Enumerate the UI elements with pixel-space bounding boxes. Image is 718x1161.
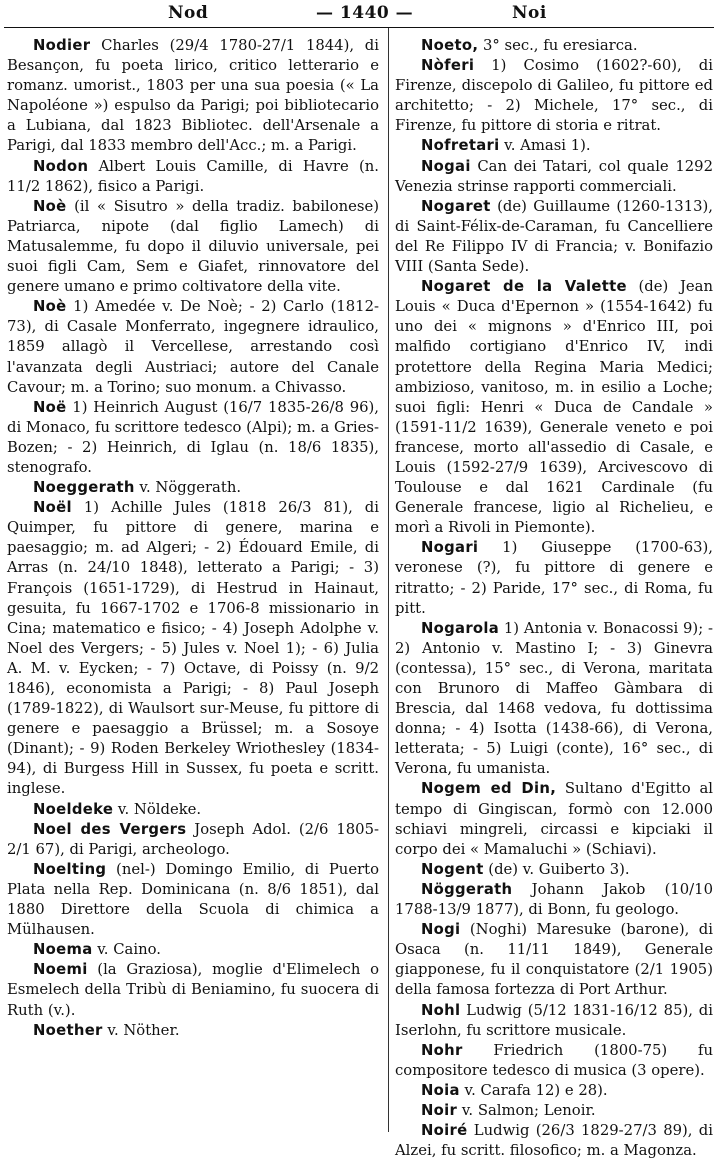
dictionary-entry bbox=[395, 136, 713, 156]
entry-headword: Nogem ed Din, bbox=[421, 780, 557, 798]
dictionary-entry bbox=[395, 920, 713, 1000]
entry-headword: Nöggerath bbox=[421, 880, 513, 898]
dictionary-entry bbox=[7, 800, 379, 820]
entry-text: v. Nöggerath. bbox=[134, 479, 242, 497]
right-column bbox=[395, 36, 713, 1161]
dictionary-entry bbox=[7, 478, 379, 498]
dictionary-entry bbox=[395, 1001, 713, 1041]
dictionary-entry bbox=[395, 860, 713, 880]
entry-headword: Nòferi bbox=[421, 57, 475, 75]
entry-text: v. Salmon; Lenoir. bbox=[457, 1101, 596, 1119]
entry-headword: Nogari bbox=[421, 539, 479, 557]
entry-text: v. Nöther. bbox=[102, 1021, 180, 1039]
dictionary-entry bbox=[7, 940, 379, 960]
entry-text: (il « Sisutro » della tradiz. babilonese) Patriarca, nipote (dal figlio Lamech) di Matusalemme, fu dopo il diluvio universale, pei suoi figli Cam, Sem e Giafet, rinnovatore del genere umano e primo coltivatore della vite. bbox=[7, 197, 379, 296]
dictionary-entry bbox=[395, 277, 713, 538]
dictionary-entry bbox=[7, 297, 379, 397]
dictionary-entry bbox=[7, 498, 379, 799]
dictionary-entry bbox=[395, 197, 713, 277]
entry-headword: Nofretari bbox=[421, 137, 500, 155]
entry-text: 1) Antonia v. Bonacossi 9); - 2) Antonio v. Mastino I; - 3) Ginevra (contessa), 15° sec., di Verona, maritata con Brunoro di Maffeo Gàmbara di Brescia, dal 1468 vedova, fu dottissima donna; - 4) Isotta (1438-66), di Verona, letterata; - 5) Luigi (conte), 16° sec., di Verona, fu umanista. bbox=[395, 619, 713, 778]
header-left-word: Nod bbox=[168, 3, 209, 23]
entry-text: 1) Achille Jules (1818 26/3 81), di Quimper, fu pittore di genere, marina e paesaggio; m. ad Algeri; - 2) Édouard Emile, di Arras (n. 24/10 1848), letterato a Parigi; - 3) François (1651-1729), di Hestrud in Hainaut, gesuita, fu 1667-1702 e 1706-8 missionario in Cina; matematico e fisico; - 4) Joseph Adolphe v. Noel des Vergers; - 5) Jules v. Noel 1); - 6) Julia A. M. v. Eycken; - 7) Octave, di Poissy (n. 9/2 1846), economista a Parigi; - 8) Paul Joseph (1789-1822), di Waulsort sur-Meuse, fu pittore di genere e paesaggio a Brüssel; m. a Sosoye (Dinant); - 9) Roden Berkeley Wriothesley (1834-94), di Burgess Hill in Sussex, fu poeta e scritt. inglese. bbox=[7, 499, 379, 798]
entry-headword: Nodon bbox=[33, 157, 89, 175]
entry-headword: Nogarola bbox=[421, 619, 500, 637]
entry-text: Joseph Adol. (2/6 1805-2/1 67), di Parigi, archeologo. bbox=[7, 820, 379, 858]
entry-headword: Noel des Vergers bbox=[33, 820, 187, 838]
dictionary-entry bbox=[7, 197, 379, 297]
dictionary-entry bbox=[395, 157, 713, 197]
entry-headword: Noël bbox=[33, 499, 72, 517]
entry-text: Ludwig (5/12 1831-16/12 85), di Iserlohn, fu scrittore musicale. bbox=[395, 1001, 713, 1039]
entry-text: (nel-) Domingo Emilio, di Puerto Plata nella Rep. Dominicana (n. 8/6 1851), dal 1880 Direttore della Scuola di chimica a Mülhausen. bbox=[7, 860, 379, 939]
entry-text: v. Caino. bbox=[92, 941, 161, 959]
header-right-word: Noi bbox=[512, 3, 547, 23]
entry-text: Ludwig (26/3 1829-27/3 89), di Alzei, fu scritt. filosofico; m. a Magonza. bbox=[395, 1122, 713, 1160]
entry-text: v. Amasi 1). bbox=[499, 137, 591, 155]
dictionary-entry bbox=[395, 779, 713, 859]
dictionary-entry bbox=[7, 157, 379, 197]
entry-headword: Nodier bbox=[33, 37, 91, 54]
entry-text: (Noghi) Maresuke (barone), di Osaca (n. 11/11 1849), Generale giapponese, fu il conquistatore (2/1 1905) della famosa fortezza di Port Arthur. bbox=[395, 921, 713, 999]
entry-headword: Noeggerath bbox=[33, 479, 135, 497]
entry-text: (de) v. Guiberto 3). bbox=[483, 860, 630, 878]
dictionary-entry bbox=[395, 36, 713, 56]
entry-headword: Noeldeke bbox=[33, 800, 114, 818]
entry-headword: Noë bbox=[33, 398, 67, 416]
dictionary-entry bbox=[395, 1101, 713, 1121]
page-number: — 1440 — bbox=[316, 3, 414, 23]
entry-headword: Noiré bbox=[421, 1122, 468, 1140]
dictionary-entry bbox=[7, 398, 379, 478]
entry-text: v. Nöldeke. bbox=[113, 800, 202, 818]
dictionary-entry bbox=[7, 860, 379, 940]
entry-text: Johann Jakob (10/10 1788-13/9 1877), di Bonn, fu geologo. bbox=[395, 880, 713, 919]
entry-headword: Nogaret bbox=[421, 197, 491, 215]
dictionary-entry bbox=[7, 960, 379, 1020]
dictionary-entry bbox=[395, 1041, 713, 1081]
entry-text: (de) Guillaume (1260-1313), di Saint-Félix-de-Caraman, fu Cancelliere del Re Filippo IV di Francia; v. Bonifazio VIII (Santa Sede). bbox=[395, 197, 713, 276]
entry-text: Sultano d'Egitto al tempo di Gingiscan, formò con 12.000 schiavi mingreli, circassi e kipciaki il corpo dei « Mamaluchi » (Schiavi). bbox=[395, 780, 714, 858]
entry-headword: Nohl bbox=[421, 1001, 461, 1019]
entry-text: v. Carafa 12) e 28). bbox=[459, 1081, 608, 1099]
entry-headword: Noè bbox=[33, 197, 67, 215]
dictionary-entry bbox=[7, 1021, 379, 1041]
entry-text: 1) Cosimo (1602?-60), di Firenze, discepolo di Galileo, fu pittore ed architetto; - 2) Michele, 17° sec., di Firenze, fu pittore di storia e ritrat. bbox=[395, 57, 713, 135]
entry-text: (de) Jean Louis « Duca d'Epernon » (1554-1642) fu uno dei « mignons » d'Enrico III, poi malfido cortigiano d'Enrico IV, indi protettore della Regina Maria Medici; ambizioso, vanitoso, m. in esilio a Loche; suoi figli: Henri « Duca de Candale » (1591-11/2 1639), Generale veneto e poi francese, morto all'assedio di Casale, e Louis (1592-27/9 1639), Arcivescovo di Toulouse e dal 1621 Cardinale (fu Generale francese, ligio al Richelieu, e morì a Rivoli in Piemonte). bbox=[395, 278, 713, 537]
entry-headword: Noema bbox=[33, 941, 93, 959]
entry-headword: Noelting bbox=[33, 860, 107, 878]
entry-headword: Nogaret de la Valette bbox=[421, 278, 627, 296]
entry-headword: Nohr bbox=[421, 1041, 463, 1059]
entry-headword: Nogai bbox=[421, 157, 471, 175]
entry-headword: Nogent bbox=[421, 860, 484, 878]
entry-headword: Noia bbox=[421, 1081, 460, 1099]
entry-text: 3° sec., fu eresiarca. bbox=[478, 37, 638, 54]
dictionary-entry bbox=[395, 1121, 713, 1161]
entry-text: Friedrich (1800-75) fu compositore tedesco di musica (3 opere). bbox=[395, 1041, 713, 1079]
column-divider bbox=[388, 28, 389, 1132]
entry-headword: Noether bbox=[33, 1021, 103, 1039]
page-header bbox=[0, 0, 718, 26]
entry-text: 1) Giuseppe (1700-63), veronese (?), fu pittore di genere e ritratto; - 2) Paride, 17° sec., di Roma, fu pitt. bbox=[395, 539, 713, 617]
dictionary-entry bbox=[7, 36, 379, 157]
entry-text: (la Graziosa), moglie d'Elimelech o Esmelech della Tribù di Beniamino, fu suocera di Ruth (v.). bbox=[7, 961, 379, 1019]
header-rule bbox=[4, 27, 714, 28]
entry-headword: Nogi bbox=[421, 921, 461, 939]
entry-text: 1) Heinrich August (16/7 1835-26/8 96), di Monaco, fu scrittore tedesco (Alpi); m. a Gries-Bozen; - 2) Heinrich, di Iglau (n. 18/6 1835), stenografo. bbox=[7, 398, 379, 476]
left-column bbox=[7, 36, 379, 1041]
dictionary-entry bbox=[395, 56, 713, 136]
entry-headword: Noeto, bbox=[421, 37, 479, 54]
dictionary-entry bbox=[395, 1081, 713, 1101]
dictionary-entry bbox=[395, 880, 713, 920]
dictionary-entry bbox=[7, 820, 379, 860]
entry-text: 1) Amedée v. De Noè; - 2) Carlo (1812-73), di Casale Monferrato, ingegnere idraulico, 1859 allagò il Vercellese, arrestando così l'avanzata degli Austriaci; autore del Canale Cavour; m. a Torino; suo monum. a Chivasso. bbox=[7, 298, 379, 396]
entry-headword: Noemi bbox=[33, 961, 88, 979]
entry-text: Can dei Tatari, col quale 1292 Venezia strinse rapporti commerciali. bbox=[395, 157, 713, 195]
entry-text: Charles (29/4 1780-27/1 1844), di Besançon, fu poeta lirico, critico letterario e romanz. umorist., 1803 per una sua poesia (« La Napoléone ») espulso da Parigi; poi bibliotecario a Lubiana, dal 1823 Bibliotec. dell'Arsenale a Parigi, dal 1833 membro dell'Acc.; m. a Parigi. bbox=[7, 37, 379, 155]
dictionary-entry bbox=[395, 538, 713, 618]
dictionary-entry bbox=[395, 619, 713, 780]
entry-headword: Noè bbox=[33, 298, 67, 316]
entry-text: Albert Louis Camille, di Havre (n. 11/2 1862), fisico a Parigi. bbox=[7, 157, 379, 195]
entry-headword: Noir bbox=[421, 1101, 458, 1119]
